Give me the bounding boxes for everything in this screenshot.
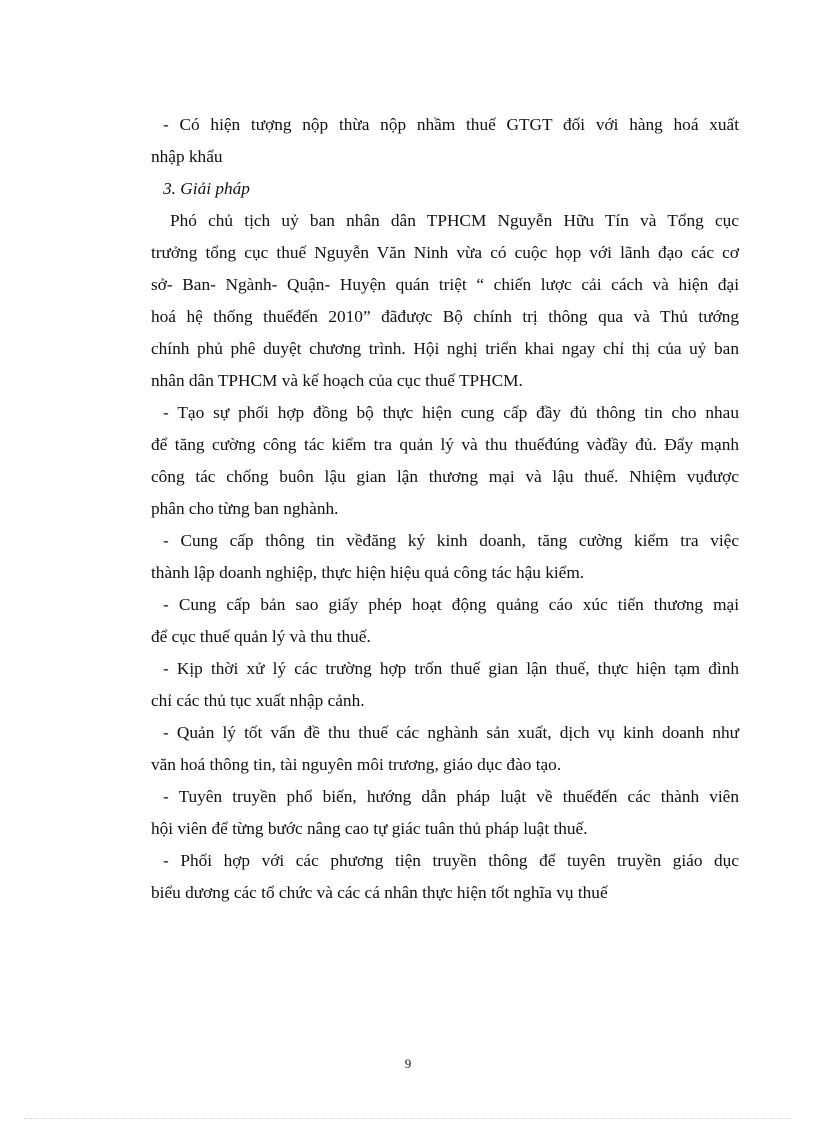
- text-line: chính phủ phê duyệt chương trình. Hội nghị triển khai ngay chỉ thị của uỷ ban: [151, 339, 739, 358]
- text-line: công tác chống buôn lậu gian lận thương mại và lậu thuế. Nhiệm vụđược: [151, 467, 739, 486]
- text-line: để tăng cường công tác kiểm tra quản lý và thu thuếđúng vàđầy đủ. Đẩy mạnh: [151, 435, 739, 454]
- text-line: - Cung cấp bản sao giấy phép hoạt động quảng cáo xúc tiến thương mại: [163, 595, 739, 614]
- text-line: sở- Ban- Ngành- Quận- Huyện quán triệt “ chiến lược cải cách và hiện đại: [151, 275, 739, 294]
- text-line: nhân dân TPHCM và kế hoạch của cục thuế TPHCM.: [151, 371, 523, 390]
- text-line: hoá hệ thống thuếđến 2010” đãđược Bộ chính trị thông qua và Thủ tướng: [151, 307, 739, 326]
- page-number: 9: [404, 1056, 412, 1071]
- text-line: hội viên để từng bước nâng cao tự giác tuân thủ pháp luật thuế.: [151, 819, 588, 838]
- text-line: chỉ các thủ tục xuất nhập cảnh.: [151, 691, 365, 710]
- text-line: - Quản lý tốt vấn đề thu thuế các nghành sản xuất, dịch vụ kinh doanh như: [163, 723, 739, 742]
- text-line: - Tuyên truyền phổ biến, hướng dẫn pháp luật về thuếđến các thành viên: [163, 787, 739, 806]
- page-bottom-divider: [24, 1118, 792, 1119]
- section-heading: 3. Giải pháp: [163, 179, 250, 198]
- document-body: [151, 109, 739, 909]
- text-line: văn hoá thông tin, tài nguyên môi trương, giáo dục đào tạo.: [151, 755, 562, 774]
- text-line: - Cung cấp thông tin vềđăng ký kinh doanh, tăng cường kiểm tra việc: [163, 531, 739, 550]
- text-line: - Phối hợp với các phương tiện truyền thông để tuyên truyền giáo dục: [163, 851, 739, 870]
- text-line: - Kịp thời xử lý các trường hợp trốn thuế gian lận thuế, thực hiện tạm đình: [163, 659, 739, 678]
- text-line: phân cho từng ban nghành.: [151, 499, 339, 518]
- text-line: - Tạo sự phối hợp đồng bộ thực hiện cung cấp đầy đủ thông tin cho nhau: [163, 403, 739, 422]
- text-line: thành lập doanh nghiệp, thực hiện hiệu quả công tác hậu kiểm.: [151, 563, 585, 582]
- text-line: Phó chủ tịch uỷ ban nhân dân TPHCM Nguyễn Hữu Tín và Tổng cục: [170, 211, 739, 230]
- text-line: - Có hiện tượng nộp thừa nộp nhầm thuế GTGT đối với hàng hoá xuất: [163, 115, 739, 134]
- text-line: để cục thuế quản lý và thu thuế.: [151, 627, 371, 646]
- text-line: nhập khẩu: [151, 147, 223, 166]
- text-line: biểu dương các tổ chức và các cá nhân thực hiện tốt nghĩa vụ thuế: [151, 883, 608, 902]
- text-line: trưởng tổng cục thuế Nguyễn Văn Ninh vừa có cuộc họp với lãnh đạo các cơ: [151, 243, 739, 262]
